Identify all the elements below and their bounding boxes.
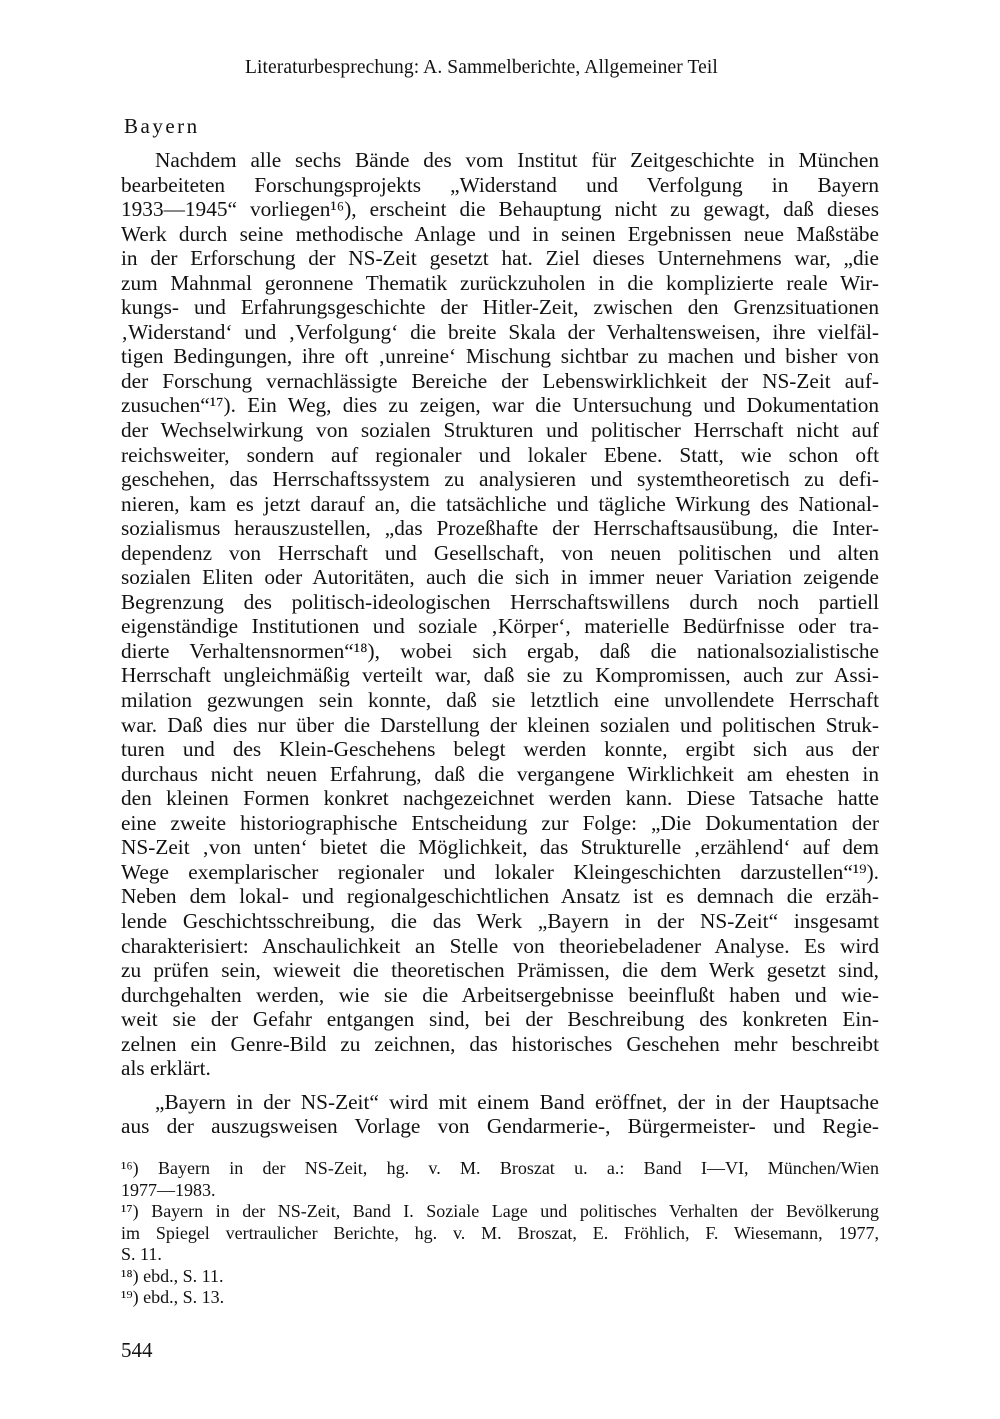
footnotes: [121, 1158, 879, 1309]
paragraph-1: [121, 148, 879, 1081]
text-line: in der Erforschung der NS-Zeit gesetzt hat. Ziel dieses Unternehmens war, „die: [121, 246, 879, 271]
text-line: durchgehalten werden, wie sie die Arbeitsergebnisse beeinflußt haben und wie-: [121, 982, 879, 1007]
paragraph-2: [121, 1090, 879, 1139]
body-text: [121, 148, 879, 1139]
text-line: zusuchen“¹⁷). Ein Weg, dies zu zeigen, war die Untersuchung und Dokumentation: [121, 393, 879, 418]
footnote-line: im Spiegel vertraulicher Berichte, hg. v. M. Broszat, E. Fröhlich, F. Wiesemann, 1977,: [121, 1222, 879, 1243]
text-line: bearbeiteten Forschungsprojekts „Widerstand und Verfolgung in Bayern: [121, 172, 879, 197]
text-line: ‚Widerstand‘ und ‚Verfolgung‘ die breite Skala der Verhaltensweisen, ihre vielfäl-: [121, 319, 879, 344]
footnote-line: ¹⁶) Bayern in der NS-Zeit, hg. v. M. Broszat u. a.: Band I—VI, München/Wien: [121, 1158, 879, 1178]
text-line: den kleinen Formen konkret nachgezeichnet werden kann. Diese Tatsache hatte: [121, 786, 879, 811]
text-line: nieren, kam es jetzt darauf an, die tatsächliche und tägliche Wirkung des National-: [121, 491, 879, 516]
text-line: durchaus nicht neuen Erfahrung, daß die vergangene Wirklichkeit am ehesten in: [121, 761, 879, 786]
text-line: weit sie der Gefahr entgangen sind, bei der Beschreibung des konkreten Ein-: [121, 1007, 879, 1032]
text-line: Wege exemplarischer regionaler und lokaler Kleingeschichten darzustellen“¹⁹).: [121, 859, 879, 884]
footnote-18: ¹⁸) ebd., S. 11.: [121, 1265, 224, 1286]
text-line: zelnen ein Genre-Bild zu zeichnen, das historisches Geschehen mehr beschreibt: [121, 1031, 879, 1056]
text-line: Neben dem lokal- und regionalgeschichtlichen Ansatz ist es demnach die erzäh-: [121, 884, 879, 909]
running-head: Literaturbesprechung: A. Sammelberichte, Allgemeiner Teil: [245, 57, 718, 78]
text-line: Nachdem alle sechs Bände des vom Institut für Zeitgeschichte in München: [155, 148, 879, 172]
text-line: Werk durch seine methodische Anlage und in seinen Ergebnissen neue Maßstäbe: [121, 221, 879, 246]
text-line: dependenz von Herrschaft und Gesellschaft, von neuen politischen und alten: [121, 540, 879, 565]
text-line: reichsweiter, sondern auf regionaler und lokaler Ebene. Statt, wie schon oft: [121, 442, 879, 467]
text-line: Herrschaft ungleichmäßig verteilt war, daß sie zu Kompromissen, auch zur Assi-: [121, 663, 879, 688]
text-line: der Forschung vernachlässigte Bereiche der Lebenswirklichkeit der NS-Zeit auf-: [121, 368, 879, 393]
text-line: lende Geschichtsschreibung, die das Werk „Bayern in der NS-Zeit“ insgesamt: [121, 908, 879, 933]
text-line: war. Daß dies nur über die Darstellung der kleinen sozialen und politischen Struk-: [121, 712, 879, 737]
text-line: aus der auszugsweisen Vorlage von Gendarmerie-, Bürgermeister- und Regie-: [121, 1114, 879, 1139]
footnote-17: [121, 1201, 879, 1266]
text-line: eine zweite historiographische Entscheidung zur Folge: „Die Dokumentation der: [121, 810, 879, 835]
text-line: Begrenzung des politisch-ideologischen Herrschaftswillens durch noch partiell: [121, 589, 879, 614]
text-line: charakterisiert: Anschaulichkeit an Stelle von theoriebeladener Analyse. Es wird: [121, 933, 879, 958]
text-line: „Bayern in der NS-Zeit“ wird mit einem Band eröffnet, der in der Hauptsache: [155, 1089, 879, 1114]
footnote-19: ¹⁹) ebd., S. 13.: [121, 1287, 225, 1307]
footnote-line: ¹⁷) Bayern in der NS-Zeit, Band I. Soziale Lage und politisches Verhalten der Bevölkerung: [121, 1201, 879, 1221]
text-line: zu prüfen sein, wieweit die theoretischen Prämissen, die dem Werk gesetzt sind,: [121, 958, 879, 983]
text-line: milation gezwungen sein konnte, daß sie letztlich eine unvollendete Herrschaft: [121, 688, 879, 713]
text-line: zum Mahnmal geronnene Thematik zurückzuholen in die komplizierte reale Wir-: [121, 270, 879, 295]
text-line: geschehen, das Herrschaftssystem zu analysieren und systemtheoretisch zu defi-: [121, 467, 879, 492]
page-number: 544: [121, 1338, 153, 1362]
text-line: sozialismus herauszustellen, „das Prozeßhafte der Herrschaftsausübung, die Inter-: [121, 516, 879, 541]
text-line: 1933—1945“ vorliegen¹⁶), erscheint die Behauptung nicht zu gewagt, daß dieses: [121, 197, 879, 222]
text-line: als erklärt.: [121, 1056, 211, 1081]
text-line: sozialen Eliten oder Autoritäten, auch die sich in immer neuer Variation zeigende: [121, 565, 879, 590]
text-line: tigen Bedingungen, ihre oft ‚unreine‘ Mischung sichtbar zu machen und bisher von: [121, 344, 879, 369]
footnote-16: [121, 1158, 879, 1201]
text-line: turen und des Klein-Geschehens belegt werden konnte, ergibt sich aus der: [121, 737, 879, 762]
text-line: der Wechselwirkung von sozialen Strukturen und politischer Herrschaft nicht auf: [121, 418, 879, 443]
text-line: eigenständige Institutionen und soziale ‚Körper‘, materielle Bedürfnisse oder tra-: [121, 614, 879, 639]
footnote-line: S. 11.: [121, 1244, 162, 1264]
text-line: dierte Verhaltensnormen“¹⁸), wobei sich ergab, daß die nationalsozialistische: [121, 638, 879, 663]
text-line: kungs- und Erfahrungsgeschichte der Hitler-Zeit, zwischen den Grenzsituationen: [121, 295, 879, 320]
footnote-line: 1977—1983.: [121, 1179, 216, 1200]
text-line: NS-Zeit ‚von unten‘ bietet die Möglichkeit, das Strukturelle ‚erzählend‘ auf dem: [121, 835, 879, 860]
section-title: Bayern: [124, 114, 200, 138]
